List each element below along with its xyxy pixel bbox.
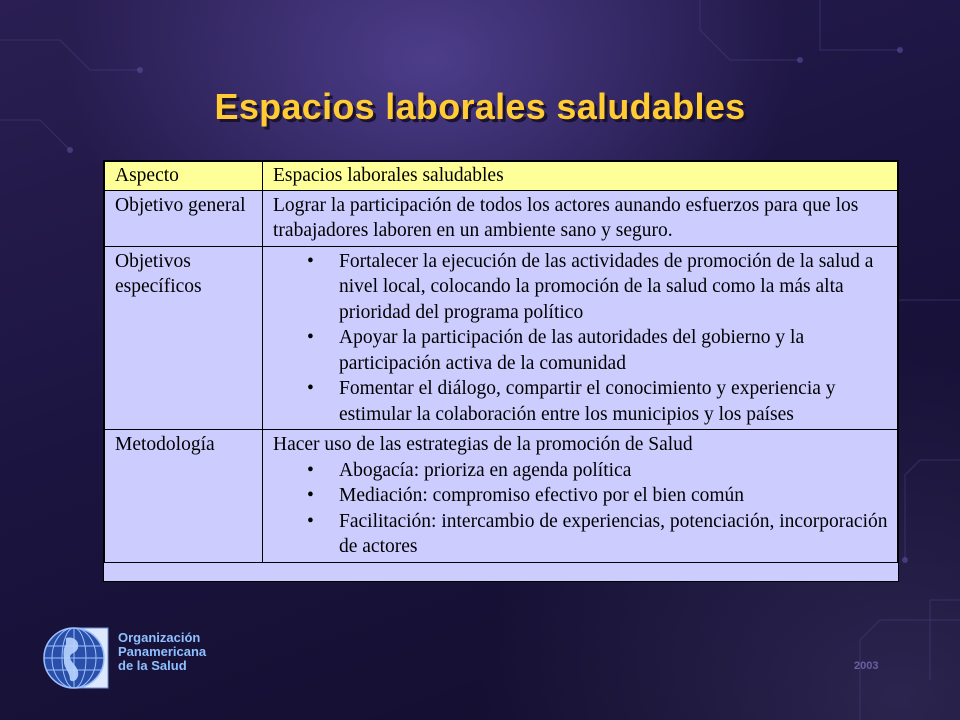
list-item: • Fomentar el diálogo, compartir el conocimiento y experiencia y estimular la colaboración entre los municipios y los países bbox=[273, 376, 889, 427]
globe-icon bbox=[40, 622, 112, 694]
content-table-container bbox=[103, 160, 899, 582]
row-bullets-cell bbox=[263, 430, 898, 563]
slide-title: Espacios laborales saludables bbox=[214, 86, 746, 127]
organization-name bbox=[118, 631, 206, 673]
table-row bbox=[105, 190, 898, 246]
row-aspect-label: Objetivo general bbox=[105, 190, 263, 246]
header-title: Espacios laborales saludables bbox=[263, 162, 898, 191]
row-aspect-label: Metodología bbox=[105, 430, 263, 563]
bullet-list bbox=[273, 458, 889, 560]
row-description: Lograr la participación de todos los actores aunando esfuerzos para que los trabajadores laboren en un ambiente sano y seguro. bbox=[263, 190, 898, 246]
bullet-list bbox=[273, 249, 889, 428]
content-table bbox=[104, 161, 898, 563]
list-item: • Mediación: compromiso efectivo por el bien común bbox=[273, 483, 889, 509]
org-line-3: de la Salud bbox=[118, 658, 187, 673]
year-label: 2003 bbox=[854, 660, 879, 672]
list-item: • Facilitación: intercambio de experiencias, potenciación, incorporación de actores bbox=[273, 509, 889, 560]
row-aspect-label: Objetivos específicos bbox=[105, 246, 263, 430]
org-line-2: Panamericana bbox=[118, 644, 207, 659]
table-header-row bbox=[105, 162, 898, 191]
list-item: • Fortalecer la ejecución de las actividades de promoción de la salud a nivel local, colocando la promoción de la salud como la más alta prioridad del programa político bbox=[273, 249, 889, 326]
header-aspect: Aspecto bbox=[105, 162, 263, 191]
org-line-1: Organización bbox=[118, 630, 201, 645]
row-bullets-cell bbox=[263, 246, 898, 430]
table-row bbox=[105, 430, 898, 563]
list-item: • Apoyar la participación de las autoridades del gobierno y la participación activa de la comunidad bbox=[273, 325, 889, 376]
table-row bbox=[105, 246, 898, 430]
row-intro: Hacer uso de las estrategias de la promoción de Salud bbox=[273, 434, 693, 455]
list-item: • Abogacía: prioriza en agenda política bbox=[273, 458, 889, 484]
